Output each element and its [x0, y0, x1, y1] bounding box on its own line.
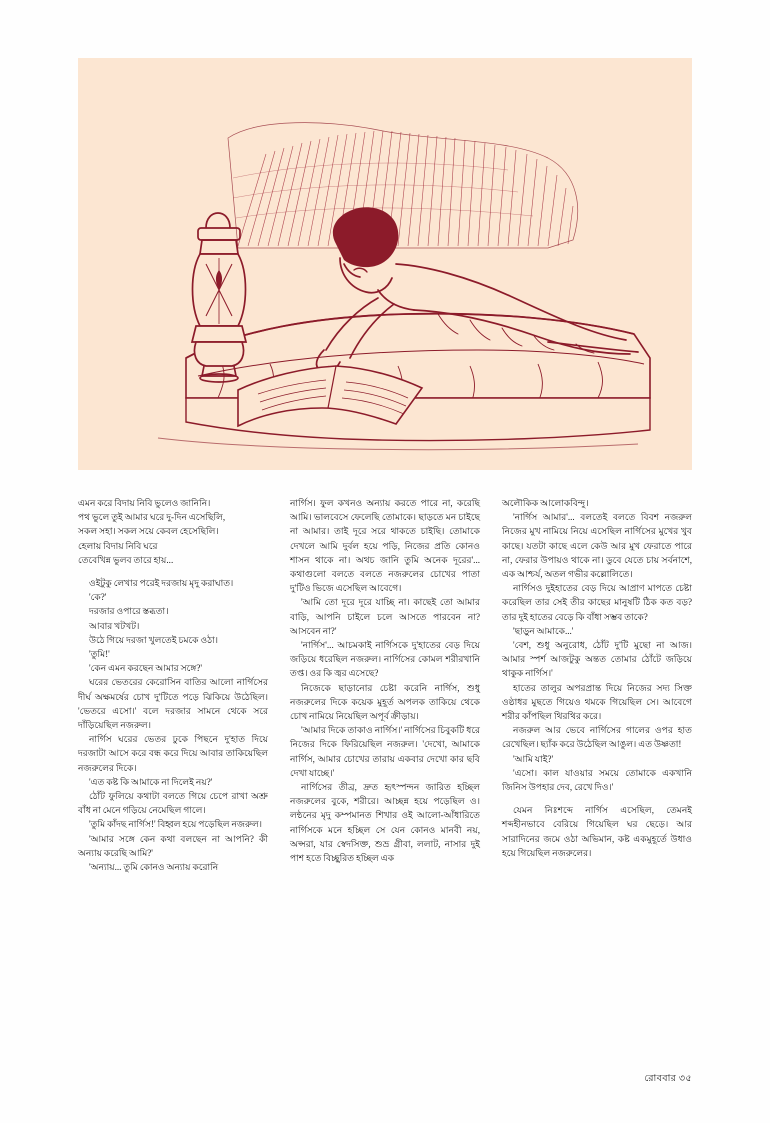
paragraph: নজরুল আর ভেবে নার্গিসের গালের ওপর হাত রেখেছিল। ছ্যাঁক করে উঠেছিল আঙুল। এত উষ্ণতা!: [502, 725, 692, 750]
paragraph: ঠোঁট ফুলিয়ে কথাটা বলতে গিয়ে চেপে রাখা অশ্রু বাঁধ না মেনে গড়িয়ে নেমেছিল গালে।: [78, 791, 268, 816]
paragraph: 'এত কষ্ট কি আমাকে না দিলেই নয়?': [89, 776, 213, 787]
paragraph: 'এসো। কাল যাওয়ার সময়ে তোমাকে একখানি জিনিস উপহার দেব, রেখে দিও।': [502, 767, 692, 793]
text-column-1: [78, 496, 268, 1066]
article-body: [78, 496, 692, 1066]
paragraph: পথ ভুলে তুই আমার ঘরে দু-দিন এসেছিলি,: [78, 512, 226, 523]
paragraph: নার্গিসও দুইহাতের বেড় দিয়ে আপ্রাণ মাপতে চেষ্টা করেছিল তার সেই তীর কাছের মানুষটি ঠিক কত বড়? তার দুই হাতের বেড়ে কি বাঁধা সম্ভব তাকে?: [502, 583, 692, 622]
paragraph: 'কে?': [89, 592, 107, 603]
illustration-panel: [78, 58, 692, 470]
paragraph: অলৌকিক আলোকবিন্দু।: [502, 498, 589, 508]
paragraph: তেবেখিন্ন ভুলব তারে হায়...: [78, 554, 174, 565]
paragraph: 'নার্গিস আমার'... বলতেই বলতে বিবশ নজরুল নিজের মুখ নামিয়ে নিয়ে এসেছিল নার্গিসের মুখের খুব কাছে। যতটা কাছে এলে কেউ আর মুখ ফেরাতে পারে না, ফেরার উপায়ও থাকে না। ডুবে যেতে চায় সর্বনাশে, এক আশ্চর্য, অতল গভীর কল্লোলিতে।: [502, 512, 692, 580]
paragraph: হাতের তালুর অপরপ্রান্ত দিয়ে নিজের সদ্য সিক্ত ওষ্ঠাধর মুছতে গিয়েও থমকে গিয়েছিল সে। আবেগে শরীর কাঁপছিল থিরথির করে।: [502, 682, 692, 722]
paragraph: 'তুমি!': [89, 649, 110, 660]
paragraph: 'আমি তো দূরে দূরে যাচ্ছি না। কাছেই তো আমার বাড়ি, আপনি চাইলে চলে আসতে পারবেন না? আসবেন না?': [290, 597, 480, 636]
paragraph: উঠে গিয়ে দরজা খুলতেই চমকে ওঠা।: [89, 634, 218, 645]
paragraph: ওইটুকু লেখার পরেই দরজায় মৃদু করাঘাত।: [89, 578, 234, 589]
paragraph: 'আমার সঙ্গে কেন কথা বলছেন না আপনি? কী অন্যায় করেছি আমি?': [78, 833, 268, 858]
paragraph: নার্গিস। ফুল কখনও অন্যায় করতে পারে না, করেছি আমি। ভালবেসে ফেলেছি তোমাকে। ছাড়তে মন চাইছে না আমার। তাই দূরে সরে থাকতে চাইছি। তোমাকে দেখলে আমি দুর্বল হয়ে পড়ি, নিজের প্রতি কোনও শাসন থাকে না। অথচ জানি তুমি অনেক দূরের'... কথাগুলো বলতে বলতে নজরুলের চোখের পাতা দু'টিও ভিজে এসেছিল আবেগে।: [290, 498, 480, 594]
paragraph: নার্গিসের তীব্র, দ্রুত হৃৎস্পন্দন জারিত হচ্ছিল নজরুলের বুকে, শরীরে। আচ্ছন্ন হয়ে পড়েছিল ও। লন্ঠনের মৃদু কম্পমানত শিখার ওই আলো-আঁধারিতে নার্গিসকে মনে হচ্ছিল সে যেন কোনও মানবী নয়, অপ্সরা, যার স্বেদসিক্ত, শুভ্র গ্রীবা, ললাট, নাসার দুই পাশ হতে বিচ্ছুরিত হচ্ছিল এক: [290, 782, 480, 864]
paragraph: 'অন্যায়... তুমি কোনও অন্যায় করোনি: [89, 862, 219, 873]
page-folio: রোববার ৩৫: [644, 1073, 692, 1084]
paragraph: এমন করে বিদায় নিবি ভুলেও জানিনি।: [78, 498, 211, 508]
paragraph: আবার খটখট।: [89, 620, 140, 631]
text-column-3: [502, 496, 692, 1066]
paragraph: 'নার্গিস'... আচমকাই নার্গিসকে দু'হাতের বেড় দিয়ে জড়িয়ে ধরেছিল নজরুল। নার্গিসের কোমল শরীরখানি তপ্ত। ওর কি জ্বর এসেছে?: [290, 640, 480, 679]
paragraph: 'আমি যাই?': [513, 753, 554, 764]
paragraph: 'কেন এমন করছেন আমার সঙ্গে?': [89, 663, 203, 674]
paragraph: নার্গিস ঘরের ভেতর ঢুকে পিছনে দু'হাত দিয়ে দরজাটা আসে করে বন্ধ করে দিয়ে আবার তাকিয়েছিল নজরুলের দিকে।: [78, 734, 268, 773]
paragraph: হেলায় বিদায় নিবি ঘরে: [78, 540, 158, 551]
text-column-2: [290, 496, 480, 1066]
paragraph: 'তুমি কাঁদছ নার্গিস!' বিহ্বল হয়ে পড়েছিল নজরুল।: [89, 819, 263, 830]
paragraph: সকল সহা। সকল সয়ে কেবল হেসেছিলি।: [78, 526, 219, 537]
paragraph: 'আমার দিকে তাকাও নার্গিস।' নার্গিসের চিবুকটি ধরে নিজের দিকে ফিরিয়েছিল নজরুল। 'দেখো, আমাকে নার্গিস, আমার চোখের তারায় একবার দেখো কার ছবি দেখা যাচ্ছে।': [290, 725, 480, 778]
paragraph: নিজেকে ছাড়ানোর চেষ্টা করেনি নার্গিস, শুধু নজরুলের দিকে কয়েক মুহূর্ত অপলক তাকিয়ে থেকে চোখ নামিয়ে নিয়েছিল অপূর্ব ক্রীড়ায়।: [290, 682, 480, 722]
paragraph: যেমন নিঃশব্দে নার্গিস এসেছিল, তেমনই শব্দহীনভাবে বেরিয়ে গিয়েছিল ঘর ছেড়ে। আর সারাদিনের জমে ওঠা অভিমান, কষ্ট একমুহূর্তে উধাও হয়ে গিয়েছিল নজরুলের।: [502, 805, 692, 858]
paragraph: 'ছাড়ুন আমাকে...': [513, 625, 574, 636]
paragraph: দরজার ওপারে স্তব্ধতা।: [89, 606, 169, 617]
bed: [186, 314, 650, 441]
paragraph: 'বেশ, শুধু অনুরোধ, ঠোঁট দু'টি মুছো না আজ। আমার স্পর্শ আজটুকু অন্তত তোমার ঠোঁটে জড়িয়ে থাকুক নার্গিস।': [502, 640, 692, 679]
woman-writing-illustration: [78, 58, 692, 470]
paragraph: ঘরের ভেতরের কেরোসিন বাতির আলো নার্গিসের দীর্ঘ অক্ষমর্ষের চোখ দু'টিতে পড়ে ঝিকিয়ে উঠেছিল। 'ভেতরে এসো।' বলে দরজার সামনে থেকে সরে দাঁড়িয়েছিল নজরুল।: [78, 677, 268, 731]
